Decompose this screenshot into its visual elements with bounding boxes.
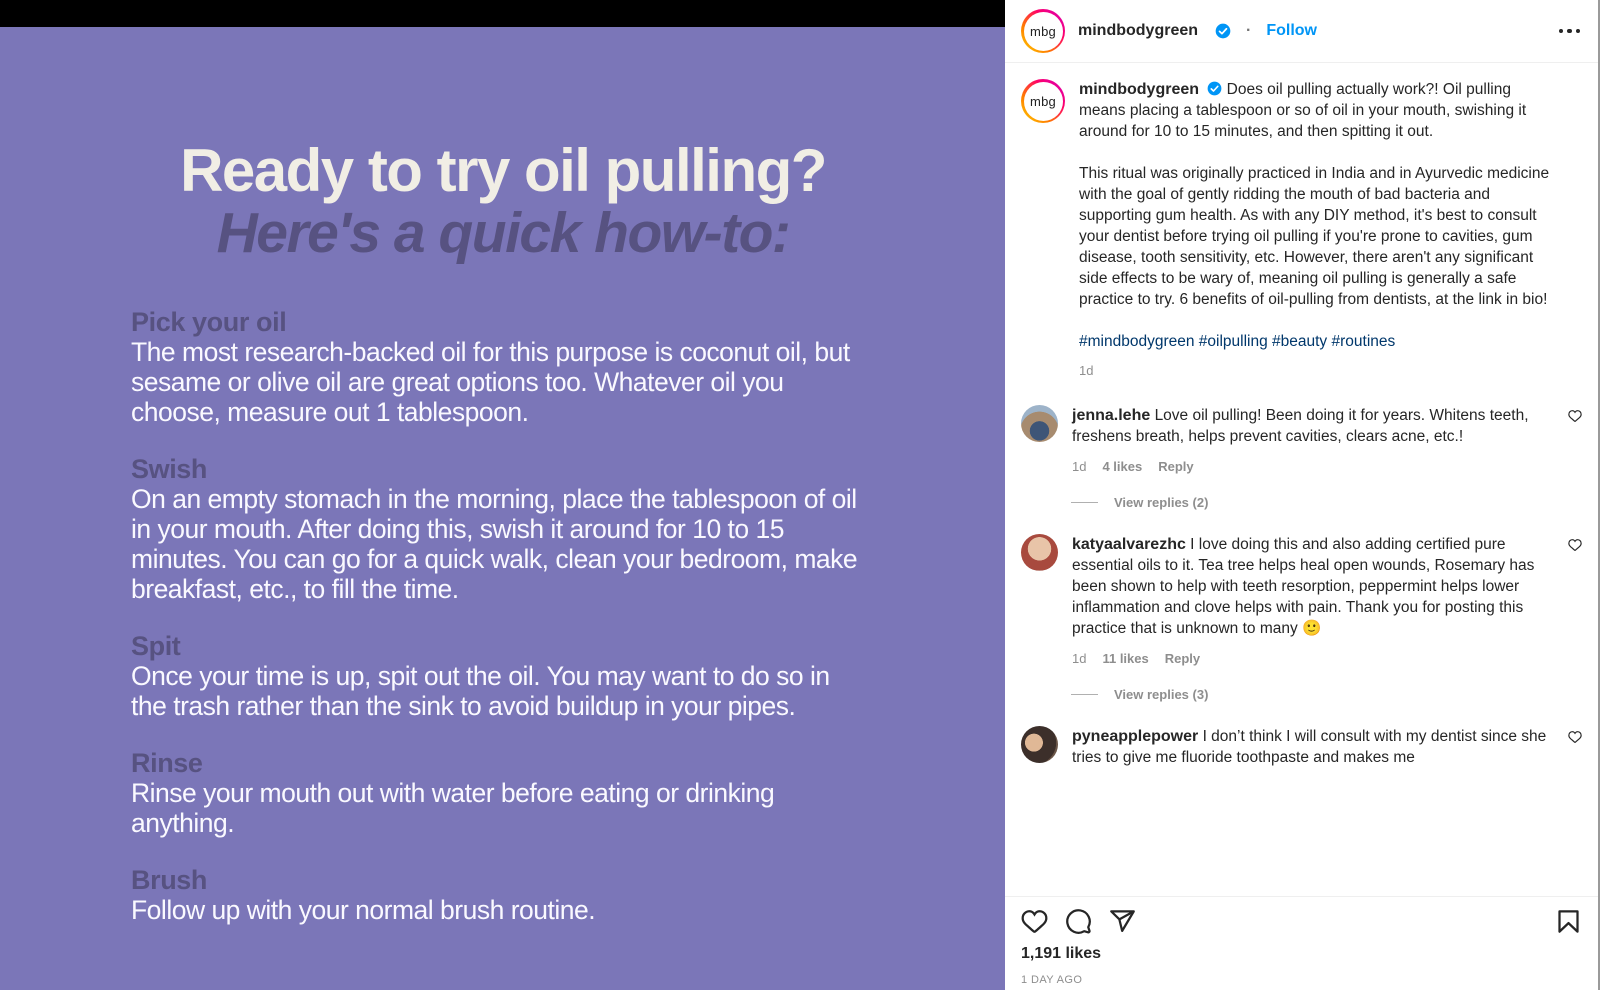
replies-divider [1071,502,1098,503]
caption-paragraph [1079,79,1556,142]
comment-pyneapplepower [1021,726,1582,768]
avatar-logo-text: mbg [1026,14,1060,48]
section-heading: Brush [131,864,208,895]
avatar[interactable] [1021,534,1058,571]
image-title: Ready to try oil pulling? [180,137,826,204]
view-replies-button[interactable] [1071,495,1582,510]
comment-like-icon[interactable] [1568,405,1582,477]
comment-content [1072,405,1554,477]
header-separator: · [1246,22,1252,39]
section-heading: Pick your oil [131,306,287,337]
post-detail-panel [1005,0,1600,990]
post-image-content [0,27,1005,925]
reply-button[interactable]: Reply [1164,651,1201,666]
caption-paragraph: This ritual was originally practiced in India and in Ayurvedic medicine with the goal of gently ridding the mouth of bad bacteria and supporting gum health. As with any DIY method, it's best to consult your dentist before trying oil pulling if you're prone to cavities, gum disease, tooth sensitivity, etc. However, there aren't any significant side effects to be wary of, meaning oil pulling is generally a safe practice to try. 6 benefits of oil-pulling from dentists, at the link in bio! [1079,165,1550,308]
bookmark-icon[interactable] [1555,908,1582,935]
comment-time: 1d [1072,651,1087,666]
header-username[interactable]: mindbodygreen [1078,22,1199,39]
view-replies-label[interactable]: View replies (2) [1114,495,1209,510]
comment-text: I love doing this and also adding certified pure essential oils to it. Tea tree helps heal open wounds, Rosemary has been shown to help with teeth resorption, peppermint helps lower inflammation and clove helps with pain. Thank you for posting this practice that is unknown to many 🙂 [1072,536,1535,637]
action-bar [1005,896,1598,943]
comment-time: 1d [1072,459,1087,474]
section-heading: Swish [131,453,208,484]
comment-jenna-lehe [1021,405,1582,477]
comment-like-icon[interactable] [1568,534,1582,669]
section-heading: Rinse [131,747,203,778]
avatar[interactable] [1021,405,1058,442]
comment-meta [1072,648,1554,669]
image-subtitle: Here's a quick how-to: [216,201,790,265]
comment-likes[interactable]: 11 likes [1102,651,1149,666]
caption-body [1079,79,1556,381]
like-icon[interactable] [1021,908,1048,935]
section-rinse [131,748,871,838]
how-to-sections [131,307,871,925]
caption-hashtags[interactable]: #mindbodygreen #oilpulling #beauty #routines [1079,333,1396,350]
replies-divider [1071,694,1098,695]
verified-badge-icon [1215,23,1231,39]
comment-text: I don’t think I will consult with my dentist since she tries to give me fluoride toothpaste and makes me [1072,728,1547,766]
likes-count[interactable]: 1,191 likes [1021,945,1102,962]
avatar[interactable] [1021,726,1058,763]
comment-likes[interactable]: 4 likes [1102,459,1143,474]
caption-timestamp: 1d [1079,363,1094,378]
comment-content [1072,534,1554,669]
reply-button[interactable]: Reply [1158,459,1194,474]
section-pick-your-oil [131,307,871,427]
comment-content [1072,726,1554,768]
verified-badge-icon [1207,81,1222,96]
avatar[interactable] [1021,79,1065,123]
comment-username[interactable]: pyneapplepower [1072,728,1199,745]
comment-icon[interactable] [1065,908,1092,935]
section-body: Once your time is up, spit out the oil. You may want to do so in the trash rather than the sink to avoid buildup in your pipes. [131,660,830,721]
post-image[interactable] [0,27,1005,990]
caption-username[interactable]: mindbodygreen [1079,81,1200,98]
section-body: Follow up with your normal brush routine. [131,894,596,925]
section-brush [131,865,871,925]
view-replies-button[interactable] [1071,687,1582,702]
more-options-icon[interactable] [1557,21,1583,42]
caption-row [1021,79,1582,381]
comments-scroll-area[interactable] [1005,63,1598,896]
avatar[interactable] [1021,9,1065,53]
section-heading: Spit [131,630,181,661]
avatar-logo-text: mbg [1026,84,1060,118]
comment-like-icon[interactable] [1568,726,1582,768]
section-body: On an empty stomach in the morning, place the tablespoon of oil in your mouth. After doing this, swish it around for 10 to 15 minutes. You can go for a quick walk, clean your bedroom, make breakfast, etc., to fill the time. [131,483,858,604]
view-replies-label[interactable]: View replies (3) [1114,687,1209,702]
caption-text: Does oil pulling actually work?! Oil pulling means placing a tablespoon or so of oil in your mouth, swishing it around for 10 to 15 minutes, and then spitting it out. [1079,81,1527,140]
section-body: Rinse your mouth out with water before eating or drinking anything. [131,777,775,838]
section-body: The most research-backed oil for this purpose is coconut oil, but sesame or olive oil are great options too. Whatever oil you choose, measure out 1 tablespoon. [131,336,850,427]
post-timestamp: 1 DAY AGO [1021,974,1083,986]
comment-username[interactable]: katyaalvarezhc [1072,536,1186,553]
section-swish [131,454,871,604]
comment-meta [1072,456,1554,477]
post-image-titles [131,139,875,265]
comment-katyaalvarezhc [1021,534,1582,669]
post-header [1005,0,1598,63]
comment-username[interactable]: jenna.lehe [1072,407,1151,424]
section-spit [131,631,871,721]
follow-button[interactable]: Follow [1266,22,1317,39]
share-icon[interactable] [1109,908,1136,935]
comment-text: Love oil pulling! Been doing it for years. Whitens teeth, freshens breath, helps prevent cavities, clears acne, etc.! [1072,407,1529,445]
